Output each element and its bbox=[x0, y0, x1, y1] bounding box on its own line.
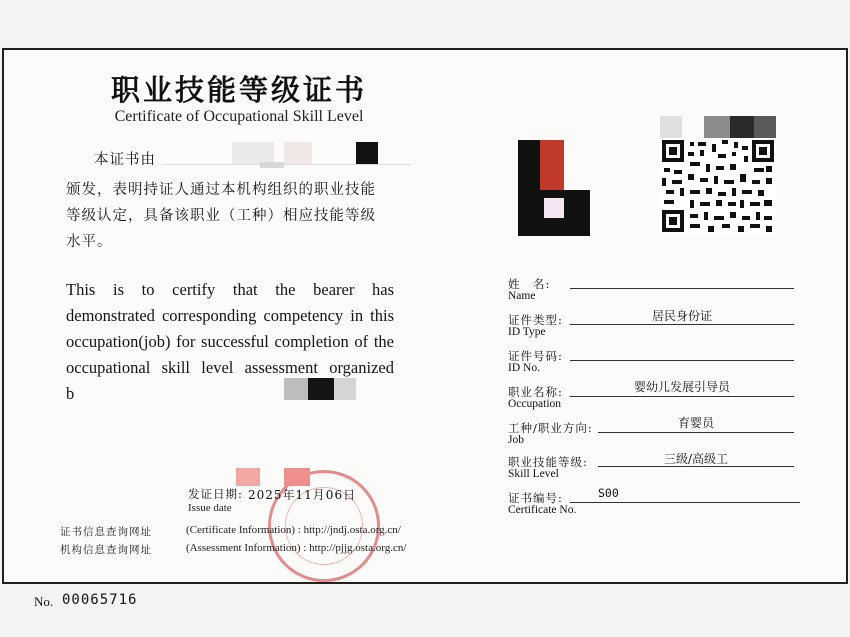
redaction-block bbox=[356, 142, 378, 164]
field-label-cn-cert-no: 证书编号: bbox=[508, 491, 563, 505]
qr-code bbox=[660, 138, 776, 234]
serial-number: 00065716 bbox=[62, 592, 138, 608]
certificate-title-cn: 职业技能等级证书 bbox=[110, 73, 367, 107]
body-en-line4: occupational skill level assessment organized bbox=[66, 358, 394, 377]
field-label-cn-name: 姓 名: bbox=[508, 277, 551, 291]
assess-query-link[interactable]: (Assessment Information) : http://pjjg.osta.org.cn/ bbox=[186, 542, 407, 554]
body-cn-line2: 颁发，表明持证人通过本机构组织的职业技能 bbox=[66, 182, 376, 198]
serial-prefix: No. bbox=[34, 594, 54, 609]
redaction-block bbox=[308, 378, 334, 400]
redaction-block bbox=[660, 116, 682, 138]
field-line-name bbox=[570, 288, 794, 289]
cert-query-link[interactable]: (Certificate Information) : http://jndj.osta.org.cn/ bbox=[186, 524, 401, 536]
field-value-cert-no: S00 bbox=[598, 486, 619, 500]
field-line-occupation bbox=[570, 396, 794, 397]
body-en-line3: occupation(job) for successful completion of the bbox=[66, 332, 394, 351]
photo-redaction-red bbox=[540, 140, 564, 190]
field-label-en-occupation: Occupation bbox=[508, 398, 562, 410]
photo-redaction-left bbox=[518, 140, 540, 236]
field-label-cn-job: 工种/职业方向: bbox=[508, 421, 593, 435]
field-label-cn-occupation: 职业名称: bbox=[508, 385, 563, 399]
field-label-en-id-no: ID No. bbox=[508, 362, 540, 374]
field-label-en-job: Job bbox=[508, 434, 524, 446]
field-line-id-type bbox=[570, 324, 794, 325]
redaction-block bbox=[704, 116, 730, 138]
body-en-line5: b bbox=[66, 384, 75, 403]
field-line-cert-no bbox=[570, 502, 800, 503]
redaction-block bbox=[284, 142, 312, 164]
field-value-id-type: 居民身份证 bbox=[651, 309, 712, 323]
cert-query-label-cn: 证书信息查询网址 bbox=[60, 526, 152, 538]
photo-redaction-light bbox=[544, 198, 564, 218]
redaction-block bbox=[754, 116, 776, 138]
redaction-block bbox=[284, 378, 308, 400]
body-cn-line3: 等级认定，具备该职业（工种）相应技能等级 bbox=[66, 208, 376, 224]
field-label-en-name: Name bbox=[508, 290, 536, 302]
assess-query-label-cn: 机构信息查询网址 bbox=[60, 544, 152, 556]
field-value-skill-level: 三级/高级工 bbox=[663, 452, 729, 466]
qr-code-graphic bbox=[660, 138, 776, 234]
field-label-en-id-type: ID Type bbox=[508, 326, 546, 338]
field-label-en-skill-level: Skill Level bbox=[508, 468, 559, 480]
photo-area bbox=[518, 140, 590, 236]
body-cn-line1: 本证书由 bbox=[94, 152, 156, 168]
redaction-block bbox=[284, 468, 310, 486]
field-line-id-no bbox=[570, 360, 794, 361]
body-cn-line4: 水平。 bbox=[66, 234, 113, 250]
redaction-block bbox=[260, 162, 284, 168]
redaction-block bbox=[730, 116, 754, 138]
field-line-job bbox=[598, 432, 794, 433]
field-label-cn-id-no: 证件号码: bbox=[508, 349, 563, 363]
field-label-en-cert-no: Certificate No. bbox=[508, 504, 577, 516]
body-en-line1: This is to certify that the bearer has bbox=[66, 280, 394, 299]
field-label-cn-id-type: 证件类型: bbox=[508, 313, 563, 327]
issue-date-label-cn: 发证日期: bbox=[188, 487, 243, 501]
field-value-occupation: 婴幼儿发展引导员 bbox=[633, 380, 730, 394]
field-value-job: 育婴员 bbox=[677, 416, 714, 430]
certificate-sheet bbox=[2, 48, 848, 584]
redaction-block bbox=[334, 378, 356, 400]
redaction-block bbox=[232, 142, 274, 164]
issuer-underline bbox=[162, 164, 412, 165]
certificate-title-en: Certificate of Occupational Skill Level bbox=[114, 108, 364, 125]
issue-date-value: 2025年11月06日 bbox=[248, 488, 357, 502]
field-label-cn-skill-level: 职业技能等级: bbox=[508, 455, 588, 469]
issue-date-label-en: Issue date bbox=[188, 502, 232, 514]
body-en-line2: demonstrated corresponding competency in this bbox=[66, 306, 394, 325]
redaction-block bbox=[236, 468, 260, 486]
